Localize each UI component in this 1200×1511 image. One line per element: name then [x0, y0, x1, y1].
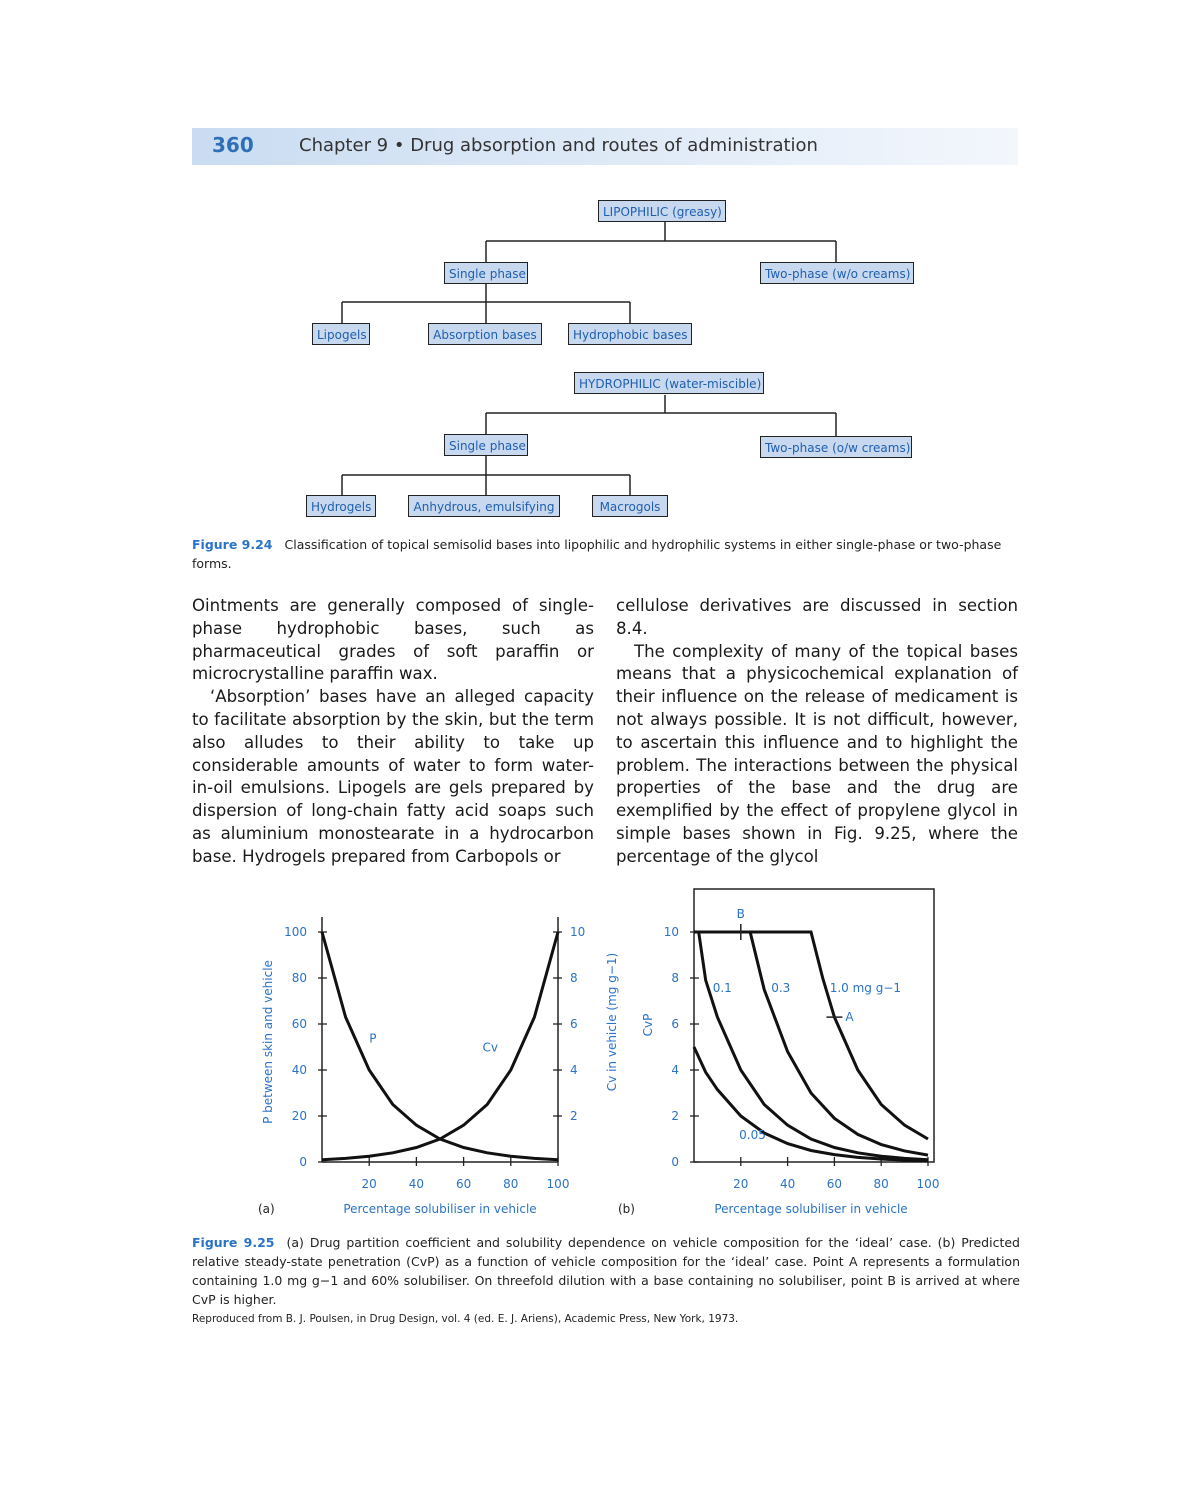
series-label: 0.1	[712, 980, 732, 995]
series-p-label: P	[369, 1031, 377, 1046]
series-line	[694, 1047, 928, 1161]
figure-9-25-caption	[192, 1233, 1020, 1309]
hydrophilic-root-node: HYDROPHILIC (water-miscible)	[574, 372, 764, 394]
panel-label: (b)	[618, 1202, 635, 1216]
y-tick-label: 100	[284, 925, 307, 939]
figure-9-24-label: Figure 9.24	[192, 537, 273, 552]
hydrophilic-single-phase-node: Single phase	[444, 434, 528, 456]
body-right-column	[616, 595, 1018, 869]
y-tick-label: 10	[663, 925, 679, 939]
x-tick-label: 80	[873, 1177, 889, 1191]
series-label: 0.3	[771, 980, 791, 995]
series-cv-label: Cv	[482, 1040, 498, 1055]
paragraph: cellulose derivatives are discussed in section 8.4.	[616, 596, 1018, 638]
macrogols-node: Macrogols	[592, 495, 668, 517]
plot-frame	[694, 889, 934, 1162]
figure-credit: Reproduced from B. J. Poulsen, in Drug Design, vol. 4 (ed. E. J. Ariens), Academic Press, New York, 1973.	[192, 1313, 739, 1325]
series-line	[694, 932, 928, 1160]
y-tick-label: 20	[291, 1109, 307, 1123]
absorption-bases-node: Absorption bases	[428, 323, 542, 345]
figure-9-24-text: Classification of topical semisolid bases into lipophilic and hydrophilic systems in either single-phase or two-phase forms.	[192, 537, 1002, 571]
x-tick-label: 60	[455, 1177, 472, 1191]
x-tick-label: 40	[779, 1177, 796, 1191]
x-tick-label: 40	[408, 1177, 425, 1191]
y-axis-title: P between skin and vehicle	[261, 960, 275, 1124]
y-axis-title: CvP	[641, 1013, 655, 1037]
y2-tick-label: 4	[570, 1063, 578, 1077]
x-tick-label: 60	[826, 1177, 843, 1191]
y-tick-label: 8	[671, 971, 679, 985]
classification-diagram-connectors	[0, 0, 1200, 540]
x-tick-label: 100	[546, 1177, 570, 1191]
paragraph: Ointments are generally composed of single-phase hydrophobic bases, such as pharmaceutical grades of soft paraffin or microcrystalline paraffin wax.	[192, 596, 594, 684]
paragraph: ‘Absorption’ bases have an alleged capacity to facilitate absorption by the skin, but the term also alludes to their ability to take up considerable amounts of water to form water-in-oil emulsions. Lipogels are gels prepared by dispersion of long-chain fatty acid soaps such as aluminium monostearate in a hydrocarbon base. Hydrogels prepared from Carbopols or	[192, 687, 594, 866]
x-tick-label: 20	[733, 1177, 749, 1191]
lipophilic-root-node: LIPOPHILIC (greasy)	[598, 200, 726, 222]
panel-label: (a)	[258, 1202, 275, 1216]
series-label: 0.05	[739, 1128, 766, 1142]
lipophilic-two-phase-node: Two-phase (w/o creams)	[760, 262, 914, 284]
hydrogels-node: Hydrogels	[306, 495, 376, 517]
y-tick-label: 40	[291, 1063, 307, 1077]
body-left-column	[192, 595, 594, 869]
figure-9-24-caption	[192, 535, 1020, 573]
y-tick-label: 0	[299, 1155, 307, 1169]
series-p-line	[322, 932, 558, 1160]
x-tick-label: 80	[503, 1177, 519, 1191]
hydrophilic-two-phase-node: Two-phase (o/w creams)	[760, 436, 912, 458]
x-tick-label: 20	[361, 1177, 377, 1191]
y-tick-label: 2	[671, 1109, 679, 1123]
lipogels-node: Lipogels	[312, 323, 370, 345]
paragraph: The complexity of many of the topical bases means that a physicochemical explanation of their influence on the release of medicament is not always possible. It is not difficult, however, to ascertain this influence and to highlight the problem. The interactions between the physical properties of the base and the drug are exemplified by the effect of propylene glycol in simple bases shown in Fig. 9.25, where the percentage of the glycol	[616, 641, 1018, 866]
x-tick-label: 100	[916, 1177, 940, 1191]
y-tick-label: 80	[291, 971, 307, 985]
point-b-label: B	[736, 907, 745, 921]
y2-tick-label: 10	[570, 925, 586, 939]
series-line	[694, 932, 928, 1155]
series-label: 1.0 mg g−1	[829, 980, 902, 995]
series-line	[694, 932, 928, 1139]
hydrophobic-bases-node: Hydrophobic bases	[568, 323, 692, 345]
y-tick-label: 6	[671, 1017, 679, 1031]
anhydrous-emulsifying-node: Anhydrous, emulsifying	[408, 495, 560, 517]
y2-tick-label: 8	[570, 971, 578, 985]
x-axis-title: Percentage solubiliser in vehicle	[343, 1202, 537, 1216]
series-cv-line	[322, 932, 558, 1160]
y-tick-label: 60	[291, 1017, 307, 1031]
point-a-label: A	[845, 1010, 854, 1025]
y-tick-label: 4	[671, 1063, 679, 1077]
y-tick-label: 0	[671, 1155, 679, 1169]
page-number: 360	[212, 133, 254, 157]
y2-axis-title: Cv in vehicle (mg g−1)	[605, 952, 619, 1092]
x-axis-title: Percentage solubiliser in vehicle	[714, 1202, 908, 1216]
y2-tick-label: 6	[570, 1017, 578, 1031]
chapter-title: Chapter 9 • Drug absorption and routes of administration	[299, 135, 818, 156]
y2-tick-label: 2	[570, 1109, 578, 1123]
figure-9-25-text: (a) Drug partition coefficient and solubility dependence on vehicle composition for the ‘ideal’ case. (b) Predicted relative steady-state penetration (CvP) as a function of vehicle composition for the ‘ideal’ case. Point A represents a formulation containing 1.0 mg g−1 and 60% solubiliser. On threefold dilution with a base containing no solubiliser, point B is arrived at where CvP is higher.	[192, 1235, 1020, 1307]
lipophilic-single-phase-node: Single phase	[444, 262, 528, 284]
figure-9-25-label: Figure 9.25	[192, 1235, 275, 1250]
